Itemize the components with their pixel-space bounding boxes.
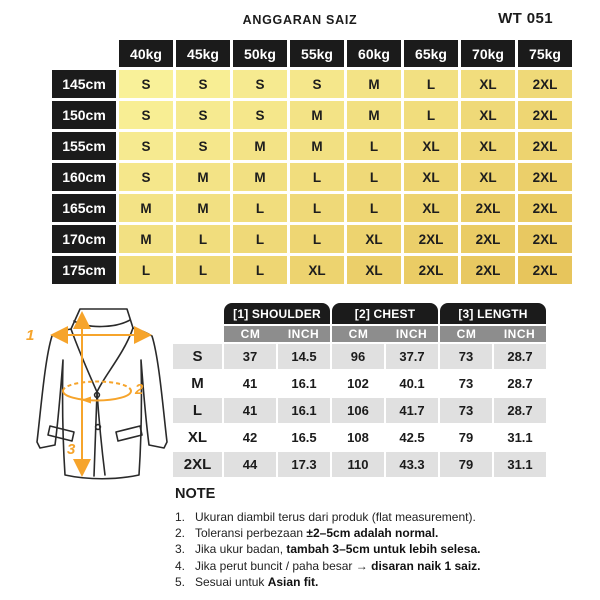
measure-value: 73 (440, 398, 492, 423)
size-cell: XL (404, 163, 458, 191)
measure-value: 96 (332, 344, 384, 369)
size-cell: XL (461, 163, 515, 191)
unit-inch: INCH (395, 327, 428, 341)
measure-value: 31.1 (494, 425, 546, 450)
size-cell: 2XL (461, 256, 515, 284)
weight-header: 40kg (119, 40, 173, 67)
size-cell: 2XL (518, 70, 572, 98)
measure-value: 43.3 (386, 452, 438, 477)
size-cell: L (290, 194, 344, 222)
size-cell: L (233, 256, 287, 284)
unit-row-spacer (173, 326, 222, 342)
measure-value: 40.1 (386, 371, 438, 396)
group-tab-length: [3] LENGTH (440, 303, 546, 324)
height-header: 150cm (52, 101, 116, 129)
size-cell: XL (461, 101, 515, 129)
height-header: 155cm (52, 132, 116, 160)
measure-value: 42.5 (386, 425, 438, 450)
measure-value: 41 (224, 371, 276, 396)
size-row-label: XL (173, 425, 222, 450)
size-cell: M (347, 101, 401, 129)
measure-value: 37.7 (386, 344, 438, 369)
size-cell: S (233, 101, 287, 129)
size-cell: S (119, 70, 173, 98)
size-cell: L (347, 132, 401, 160)
size-cell: 2XL (518, 225, 572, 253)
size-cell: S (176, 132, 230, 160)
weight-header: 45kg (176, 40, 230, 67)
note-section (175, 486, 595, 590)
measure-value: 106 (332, 398, 384, 423)
note-heading: NOTE (175, 486, 216, 502)
matrix-corner-spacer (52, 40, 116, 67)
size-row-label: M (173, 371, 222, 396)
weight-header: 70kg (461, 40, 515, 67)
size-matrix-table (52, 40, 572, 284)
page-title: ANGGARAN SAIZ (242, 13, 358, 27)
height-header: 145cm (52, 70, 116, 98)
note-item (175, 509, 595, 525)
product-code: WT 051 (498, 10, 553, 27)
size-cell: M (176, 163, 230, 191)
measure-value: 16.5 (278, 425, 330, 450)
tab-row-spacer (173, 303, 222, 324)
size-cell: S (176, 101, 230, 129)
measure-value: 79 (440, 425, 492, 450)
label-1: 1 (26, 327, 35, 344)
label-2: 2 (135, 381, 144, 398)
size-cell: 2XL (461, 194, 515, 222)
size-cell: M (290, 101, 344, 129)
note-text: Ukuran diambil terus dari produk (flat measurement). (195, 510, 476, 524)
height-header: 165cm (52, 194, 116, 222)
unit-cm: CM (240, 327, 261, 341)
size-cell: S (119, 132, 173, 160)
size-cell: S (119, 163, 173, 191)
measure-value: 28.7 (494, 398, 546, 423)
size-cell: XL (347, 225, 401, 253)
size-cell: L (119, 256, 173, 284)
note-item (175, 558, 595, 574)
measure-value: 14.5 (278, 344, 330, 369)
weight-header: 50kg (233, 40, 287, 67)
size-cell: 2XL (404, 256, 458, 284)
height-header: 160cm (52, 163, 116, 191)
note-text: Jika ukur badan, tambah 3–5cm untuk lebih selesa. (195, 542, 481, 557)
unit-cm: CM (348, 327, 369, 341)
size-cell: L (404, 70, 458, 98)
weight-header: 75kg (518, 40, 572, 67)
note-text: Sesuai untuk Asian fit. (195, 574, 319, 589)
size-cell: 2XL (518, 256, 572, 284)
size-cell: S (119, 101, 173, 129)
size-cell: 2XL (518, 194, 572, 222)
note-number: 5. (175, 574, 186, 589)
unit-header-length (440, 326, 546, 342)
size-cell: L (176, 256, 230, 284)
note-item (175, 541, 595, 557)
size-cell: M (233, 163, 287, 191)
size-cell: 2XL (518, 101, 572, 129)
measure-value: 108 (332, 425, 384, 450)
measure-value: 16.1 (278, 371, 330, 396)
size-row-label: L (173, 398, 222, 423)
label-3: 3 (67, 441, 76, 458)
size-cell: M (119, 225, 173, 253)
size-cell: L (290, 163, 344, 191)
note-number: 4. (175, 558, 186, 573)
size-cell: M (233, 132, 287, 160)
unit-inch: INCH (503, 327, 536, 341)
measure-value: 79 (440, 452, 492, 477)
size-cell: S (290, 70, 344, 98)
weight-header: 65kg (404, 40, 458, 67)
size-cell: M (290, 132, 344, 160)
group-tab-chest: [2] CHEST (332, 303, 438, 324)
size-cell: 2XL (518, 132, 572, 160)
note-item (175, 525, 595, 541)
size-cell: 2XL (518, 163, 572, 191)
group-tab-shoulder: [1] SHOULDER (224, 303, 330, 324)
weight-header: 55kg (290, 40, 344, 67)
note-text: Jika perut buncit / paha besar → disaran naik 1 saiz. (195, 558, 481, 573)
measure-value: 28.7 (494, 371, 546, 396)
size-cell: M (347, 70, 401, 98)
measurement-table (173, 303, 546, 477)
size-cell: L (347, 163, 401, 191)
measure-value: 110 (332, 452, 384, 477)
measure-value: 16.1 (278, 398, 330, 423)
measure-value: 73 (440, 344, 492, 369)
size-cell: L (404, 101, 458, 129)
measure-value: 31.1 (494, 452, 546, 477)
note-number: 2. (175, 526, 186, 541)
measure-value: 37 (224, 344, 276, 369)
measure-value: 42 (224, 425, 276, 450)
note-number: 3. (175, 542, 186, 557)
size-cell: M (176, 194, 230, 222)
unit-header-chest (332, 326, 438, 342)
note-item (175, 574, 595, 590)
measure-value: 41 (224, 398, 276, 423)
size-cell: M (119, 194, 173, 222)
measure-value: 44 (224, 452, 276, 477)
size-cell: XL (461, 132, 515, 160)
unit-header-shoulder (224, 326, 330, 342)
size-row-label: 2XL (173, 452, 222, 477)
size-cell: XL (290, 256, 344, 284)
measure-value: 102 (332, 371, 384, 396)
size-cell: L (176, 225, 230, 253)
size-cell: XL (404, 194, 458, 222)
size-cell: 2XL (404, 225, 458, 253)
size-cell: S (176, 70, 230, 98)
measure-value: 73 (440, 371, 492, 396)
height-header: 175cm (52, 256, 116, 284)
note-number: 1. (175, 510, 186, 524)
unit-cm: CM (456, 327, 477, 341)
size-cell: XL (347, 256, 401, 284)
measure-value: 41.7 (386, 398, 438, 423)
size-cell: 2XL (461, 225, 515, 253)
size-cell: L (290, 225, 344, 253)
height-header: 170cm (52, 225, 116, 253)
size-cell: XL (404, 132, 458, 160)
unit-inch: INCH (287, 327, 320, 341)
size-cell: S (233, 70, 287, 98)
size-cell: L (233, 194, 287, 222)
size-cell: L (233, 225, 287, 253)
size-row-label: S (173, 344, 222, 369)
blazer-diagram (18, 296, 186, 486)
size-cell: L (347, 194, 401, 222)
measure-value: 17.3 (278, 452, 330, 477)
size-cell: XL (461, 70, 515, 98)
weight-header: 60kg (347, 40, 401, 67)
note-text: Toleransi perbezaan ±2–5cm adalah normal. (195, 526, 439, 541)
measure-value: 28.7 (494, 344, 546, 369)
